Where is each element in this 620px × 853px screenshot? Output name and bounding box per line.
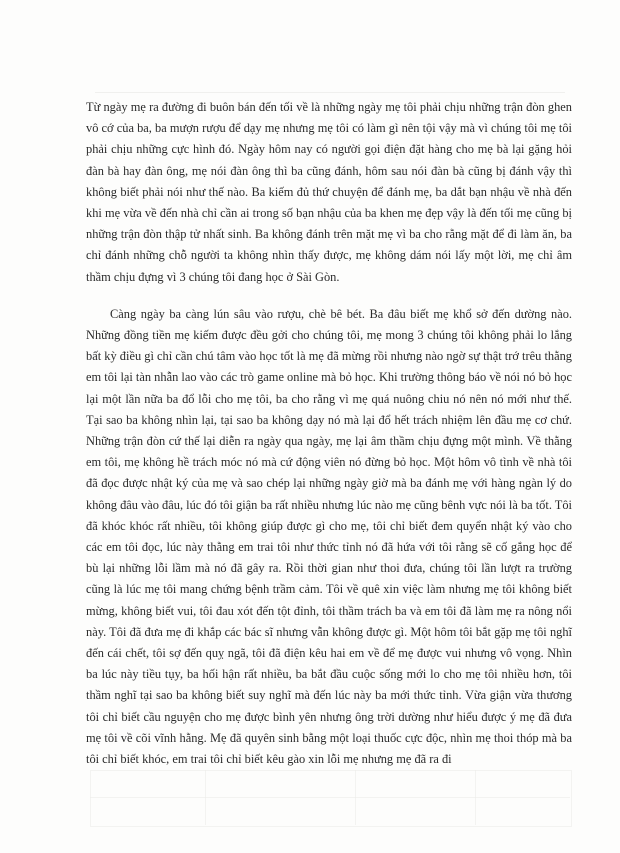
paragraph-2: Càng ngày ba càng lún sâu vào rượu, chè bê bét. Ba đâu biết mẹ khổ sở đến dường nào. Những đồng tiền mẹ kiếm được đều gởi cho chúng tôi, mẹ mong 3 chúng tôi không phải lo lắng bất kỳ điều gì chỉ cần chú tâm vào học tốt là mẹ đã mừng rồi nhưng nào ngờ sự thật trớ trêu thằng em tôi lại tàn nhẫn lao vào các trò game online mà bỏ học. Khi trường thông báo về nói nó bỏ học lại một lần nữa ba đổ lỗi cho mẹ tôi, ba cho rằng vì mẹ quá nuông chiu nó nên nó mới như thế. Tại sao ba không nhìn lại, tại sao ba không dạy nó mà lại đổ hết trách nhiệm lên đầu mẹ cơ chứ. Những trận đòn cứ thế lại diễn ra ngày qua ngày, mẹ lại âm thầm chịu đựng một mình. Về thằng em tôi, mẹ không hề trách móc nó mà cứ động viên nó đừng bỏ học. Một hôm vô tình về nhà tôi đã đọc được nhật ký của mẹ và sao chép lại những ngày giờ mà ba đánh mẹ với hàng ngàn lý do không đâu vào đâu, lúc đó tôi giận ba rất nhiều nhưng lúc nào mẹ cũng bênh vực nói là ba tốt. Tôi đã khóc khóc rất nhiều, tôi không giúp được gì cho mẹ, tôi chỉ biết đem quyển nhật ký vào cho các em tôi đọc, lúc này thằng em trai tôi như thức tỉnh nó đã hứa với tôi rằng sẽ cố gắng học để bù lại những lỗi lầm mà nó đã gây ra. Rồi thời gian như thoi đưa, chúng tôi lần lượt ra trường cũng là lúc mẹ tôi mang chứng bệnh trầm cảm. Tôi về quê xin việc làm nhưng mẹ tôi không biết mừng, không biết vui, tôi đau xót đến tột đỉnh, tôi thầm trách ba và em tôi đã làm mẹ ra nông nổi này. Tôi đã đưa mẹ đi khắp các bác sĩ nhưng vẫn không được gì. Một hôm tôi bắt gặp mẹ tôi nghĩ đến cái chết, tôi sợ đến quỵ ngã, tôi đã điện kêu hai em về để mẹ được vui nhưng vô vọng. Nhìn ba lúc này tiều tụy, ba hối hận rất nhiều, ba bắt đầu cuộc sống mới lo cho mẹ tôi nhiều hơn, tôi thầm nghĩ tại sao ba không biết suy nghĩ mà đến lúc này ba mới thức tỉnh. Vừa giận vừa thương tôi chỉ biết cầu nguyện cho mẹ được bình yên nhưng ông trời dường như hiểu được ý mẹ đã đưa mẹ tôi về cõi vĩnh hằng. Mẹ đã quyên sinh bằng một loại thuốc cực độc, nhìn mẹ thoi thóp mà ba tôi chỉ biết khóc, em trai tôi chỉ biết kêu gào xin lỗi mẹ nhưng mẹ đã ra đi: [86, 306, 572, 767]
show-through-artifact: [95, 70, 565, 93]
body-text: [86, 97, 572, 786]
paragraph-1: Từ ngày mẹ ra đường đi buôn bán đến tối về là những ngày mẹ tôi phải chịu những trận đòn ghen vô cớ của ba, ba mượn rượu để dạy mẹ nhưng mẹ tôi có làm gì nên tội vậy mà vì chúng tôi mẹ tôi phải chịu những cực hình đó. Ngày hôm nay có người gọi điện đặt hàng cho mẹ bà lại gặng hỏi đàn bà hay đàn ông, mẹ nói đàn ông thì ba cũng đánh, hôm sau nói đàn bà cũng bị đánh vậy thì không biết phải nói như thế nào. Ba kiếm đủ thứ chuyện để đánh mẹ, ba dắt bạn nhậu về nhà đến khi mẹ vừa về đến nhà chỉ cần ai trong số bạn nhậu của ba khen mẹ đẹp vậy là đến tối mẹ cũng bị những trận đòn thập tử nhất sinh. Ba không đánh trên mặt mẹ vì ba cho rằng mặt để đi làm ăn, ba chỉ đánh những chỗ người ta không nhìn thấy được, mẹ không dám nói lấy một lời, mẹ chỉ âm thầm chịu đựng vì 3 chúng tôi đang học ở Sài Gòn.: [86, 100, 572, 284]
show-through-line: [90, 797, 570, 798]
